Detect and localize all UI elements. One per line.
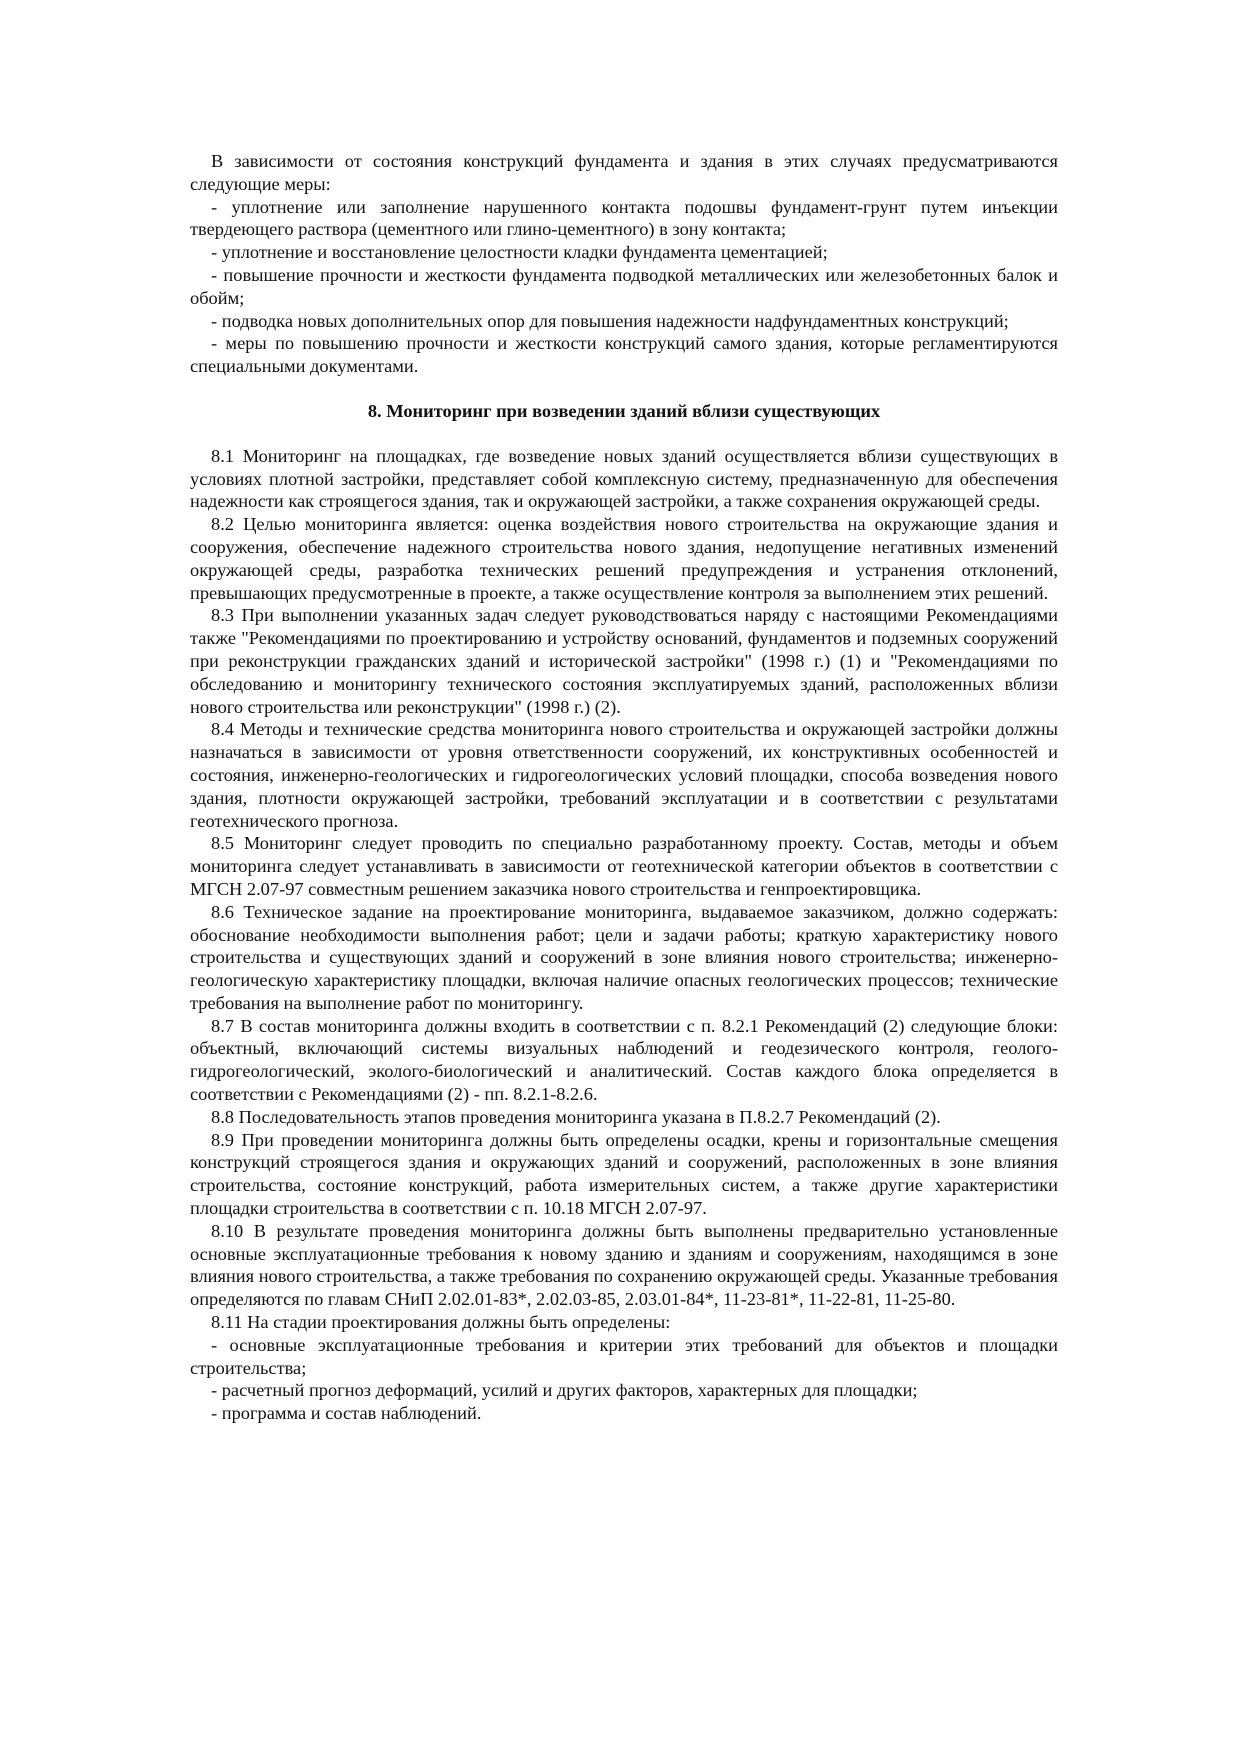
document-page (190, 150, 1058, 1425)
list-item: - повышение прочности и жесткости фундамента подводкой металлических или железобетонных балок и обойм; (190, 264, 1058, 308)
list-item: - расчетный прогноз деформаций, усилий и других факторов, характерных для площадки; (211, 1380, 918, 1401)
paragraph: 8.10 В результате проведения мониторинга должны быть выполнены предварительно установленные основные эксплуатационные требования к новому зданию и зданиям и сооружениям, находящимся в зоне влияния нового строительства, а также требования по сохранению окружающей среды. Указанные требования определяются по главам СНиП 2.02.01-83*, 2.02.03-85, 2.03.01-84*, 11-23-81*, 11-22-81, 11-25-80. (190, 1220, 1058, 1310)
list-item: - основные эксплуатационные требования и критерии этих требований для объектов и площадки строительства; (190, 1334, 1058, 1378)
intro-block (190, 150, 1058, 378)
paragraph: 8.7 В состав мониторинга должны входить в соответствии с п. 8.2.1 Рекомендаций (2) следующие блоки: объектный, включающий системы визуальных наблюдений и геодезического контроля, геолого-гидрогеологический, эколого-биологический и аналитический. Состав каждого блока определяется в соответствии с Рекомендациями (2) - пп. 8.2.1-8.2.6. (190, 1015, 1058, 1105)
list-item: - подводка новых дополнительных опор для повышения надежности надфундаментных конструкций; (211, 310, 1009, 331)
paragraph: 8.3 При выполнении указанных задач следует руководствоваться наряду с настоящими Рекомендациями также "Рекомендациями по проектированию и устройству оснований, фундаментов и подземных сооружений при реконструкции гражданских зданий и исторической застройки" (1998 г.) (1) и "Рекомендациями по обследованию и мониторингу технического состояния эксплуатируемых зданий, расположенных вблизи нового строительства или реконструкции" (1998 г.) (2). (190, 605, 1058, 717)
list-item: - программа и состав наблюдений. (211, 1403, 482, 1424)
list-item: - уплотнение или заполнение нарушенного контакта подошвы фундамент-грунт путем инъекции твердеющего раствора (цементного или глино-цементного) в зону контакта; (190, 196, 1058, 240)
paragraph: 8.4 Методы и технические средства мониторинга нового строительства и окружающей застройки должны назначаться в зависимости от уровня ответственности сооружений, их конструктивных особенностей и состояния, инженерно-геологических и гидрогеологических условий площадки, способа возведения нового здания, плотности окружающей застройки, требований эксплуатации и в соответствии с результатами геотехнического прогноза. (190, 719, 1058, 831)
paragraph: 8.6 Техническое задание на проектирование мониторинга, выдаваемое заказчиком, должно содержать: обоснование необходимости выполнения работ; цели и задачи работы; краткую характеристику нового строительства и существующих зданий и сооружений в зоне влияния нового строительства; инженерно-геологическую характеристику площадки, включая наличие опасных геологических процессов; технические требования на выполнение работ по мониторингу. (190, 901, 1058, 1013)
paragraph: 8.5 Мониторинг следует проводить по специально разработанному проекту. Состав, методы и объем мониторинга следует устанавливать в зависимости от геотехнической категории объектов в соответствии с МГСН 2.07-97 совместным решением заказчика нового строительства и генпроектировщика. (190, 833, 1058, 899)
paragraph: 8.8 Последовательность этапов проведения мониторинга указана в П.8.2.7 Рекомендаций (2). (211, 1106, 941, 1127)
paragraph: 8.9 При проведении мониторинга должны быть определены осадки, крены и горизонтальные смещения конструкций строящегося здания и окружающих зданий и сооружений, расположенных в зоне влияния строительства, состояние конструкций, работа измерительных систем, а также другие характеристики площадки строительства в соответствии с п. 10.18 МГСН 2.07-97. (190, 1129, 1058, 1219)
section-title: 8. Мониторинг при возведении зданий вблизи существующих (367, 400, 881, 421)
list-item: - меры по повышению прочности и жесткости конструкций самого здания, которые регламентируются специальными документами. (190, 333, 1058, 377)
spacer (190, 423, 1058, 445)
spacer (190, 378, 1058, 400)
paragraph: 8.2 Целью мониторинга является: оценка воздействия нового строительства на окружающие здания и сооружения, обеспечение надежного строительства нового здания, недопущение негативных изменений окружающей среды, разработка технических решений предупреждения и устранения отклонений, превышающих предусмотренные в проекте, а также осуществление контроля за выполнением этих решений. (190, 514, 1058, 603)
section-body (190, 445, 1058, 1425)
paragraph: В зависимости от состояния конструкций фундамента и здания в этих случаях предусматриваются следующие меры: (190, 151, 1058, 194)
paragraph: 8.1 Мониторинг на площадках, где возведение новых зданий осуществляется вблизи существующих в условиях плотной застройки, представляет собой комплексную систему, предназначенную для обеспечения надежности как строящегося здания, так и окружающей застройки, а также сохранения окружающей среды. (190, 445, 1058, 512)
list-item: - уплотнение и восстановление целостности кладки фундамента цементацией; (211, 242, 828, 263)
paragraph: 8.11 На стадии проектирования должны быть определены: (211, 1312, 671, 1333)
